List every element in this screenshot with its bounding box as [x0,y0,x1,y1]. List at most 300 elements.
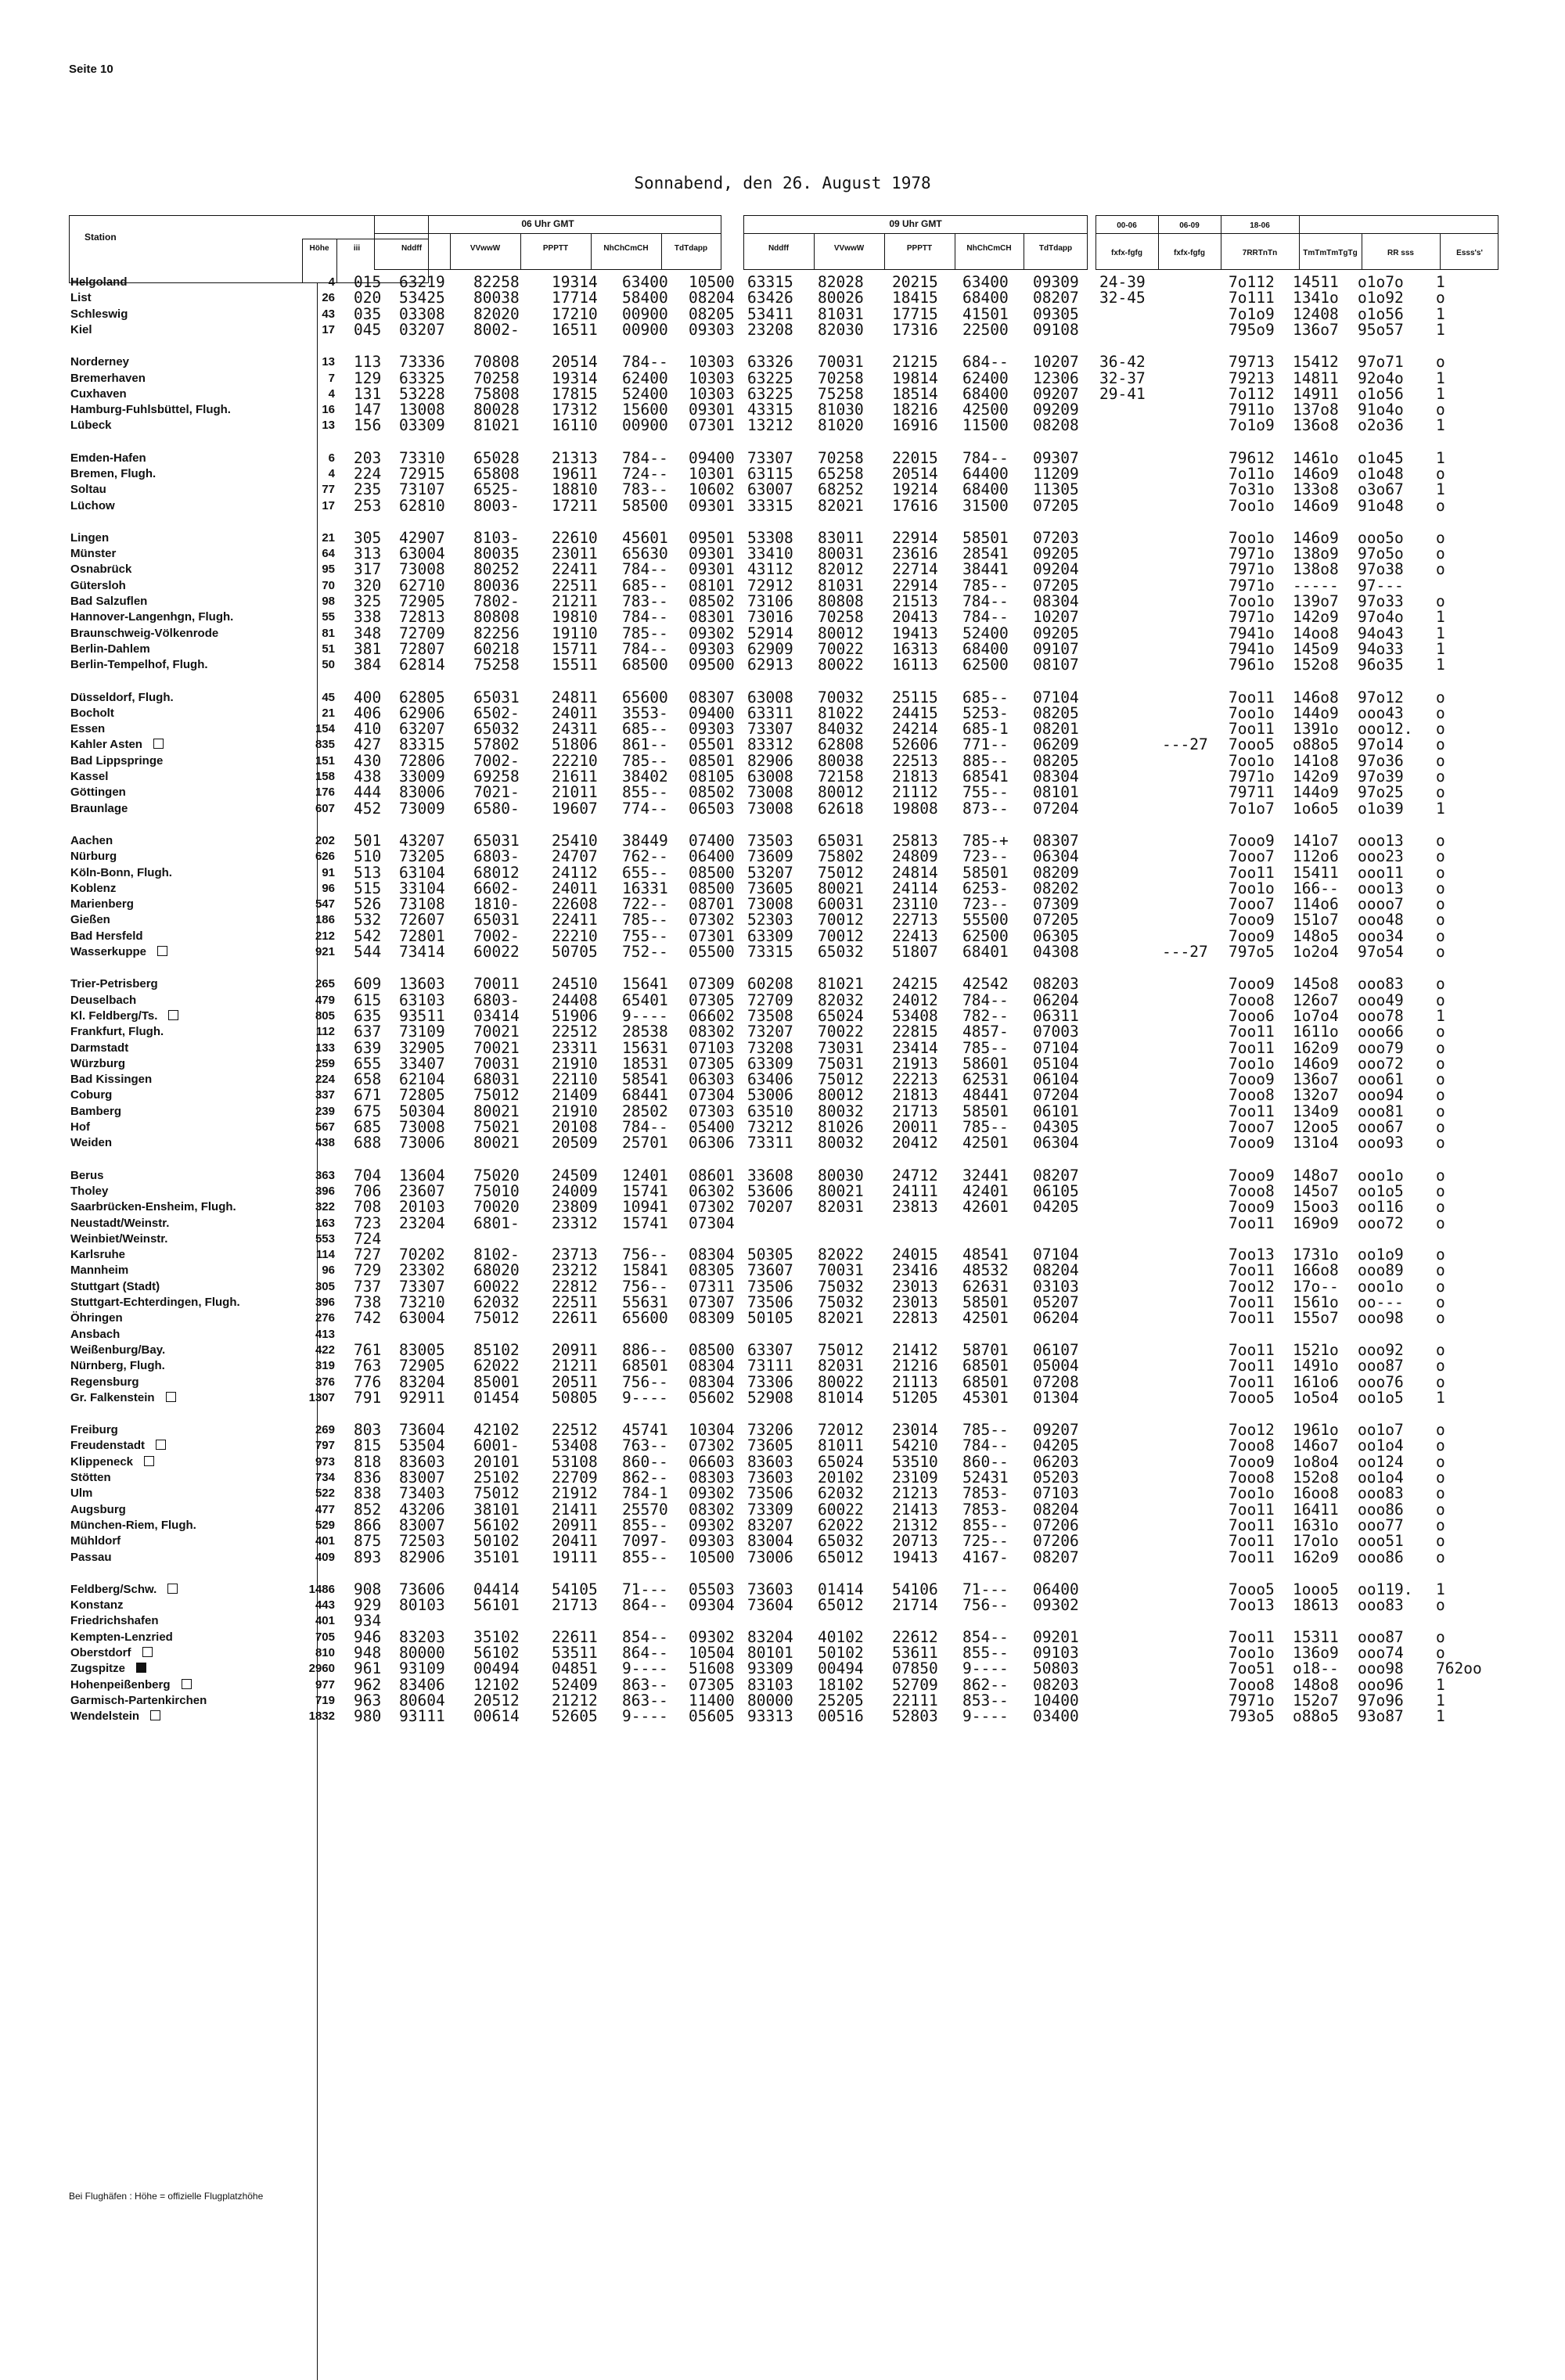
cell-p2: 22914 [892,529,938,547]
cell-w1: 20101 [473,1453,520,1471]
cell-c2: 42401 [962,1182,1009,1200]
cell-c2: 853-- [962,1692,1009,1710]
station-name [70,371,146,386]
cell-p1: 16110 [552,416,598,434]
cell-iii: 400 [354,688,382,706]
cell-z: o [1436,752,1445,770]
cell-iii: 963 [354,1692,382,1710]
cell-p1: 22611 [552,1628,598,1646]
station-height: 202 [315,834,335,847]
cell-m: 15oo3 [1293,1198,1339,1216]
cell-w1: 6803- [473,847,520,865]
cell-w2: 81022 [818,704,864,722]
cell-r: 7oo11 [1229,1548,1275,1566]
table-row [0,1358,1565,1373]
cell-p1: 51906 [552,1007,598,1025]
cell-t1: 06400 [689,847,735,865]
cell-n2: 63326 [747,353,793,371]
cell-t2: 08202 [1033,879,1079,897]
cell-t1: 07103 [689,1039,735,1057]
cell-p1: 04851 [552,1659,598,1677]
cell-c2: 68541 [962,768,1009,786]
cell-w1: 85102 [473,1341,520,1359]
cell-t1: 09302 [689,624,735,642]
cell-p1: 53108 [552,1453,598,1471]
cell-iii: 348 [354,624,382,642]
cell-c1: 685-- [622,577,668,595]
cell-z: o [1436,1484,1445,1502]
station-name [70,993,136,1008]
station-name [70,290,92,305]
cell-p2: 21714 [892,1596,938,1614]
cell-m: 1o2o4 [1293,943,1339,961]
table-row [0,1518,1565,1533]
station-height: 186 [315,913,335,926]
cell-c2: 5253- [962,704,1009,722]
station-name-label: Braunlage [70,802,128,815]
cell-n2: 33315 [747,497,793,515]
cell-e: 93o87 [1358,1707,1404,1725]
cell-r: 795o9 [1229,321,1275,339]
cell-c1: 12401 [622,1167,668,1185]
cell-iii: 452 [354,800,382,818]
cell-r: 7ooo8 [1229,1469,1275,1487]
station-name [70,1375,139,1390]
cell-r: 7971o [1229,560,1275,578]
cell-m: 1631o [1293,1516,1339,1534]
table-row [0,626,1565,641]
cell-p1: 20108 [552,1118,598,1136]
cell-n2: 63225 [747,369,793,387]
table-row [0,833,1565,848]
station-name [70,1199,236,1214]
cell-c1: 00900 [622,305,668,323]
cell-c1: 863-- [622,1692,668,1710]
table-row [0,1613,1565,1628]
cell-n2: 73008 [747,895,793,913]
cell-m: 1o8o4 [1293,1453,1339,1471]
cell-t1: 09303 [689,321,735,339]
cell-t2: 07203 [1033,529,1079,547]
cell-iii: 203 [354,449,382,467]
cell-w2: 80021 [818,879,864,897]
cell-p1: 21011 [552,783,598,801]
table-row [0,1630,1565,1645]
station-name-label: Stötten [70,1471,111,1484]
cell-n1: 62906 [399,704,445,722]
cell-n2: 63225 [747,385,793,403]
cell-w2: 75802 [818,847,864,865]
cell-p2: 18216 [892,401,938,419]
cell-c1: 752-- [622,943,668,961]
cell-r: 7o31o [1229,480,1275,498]
cell-w1: 80021 [473,1102,520,1120]
header-sub-f: Esss's' [1456,249,1483,257]
cell-p2: 17316 [892,321,938,339]
cell-w2: 70012 [818,911,864,929]
station-height: 77 [322,483,335,496]
cell-t2: 08207 [1033,289,1079,307]
cell-iii: 320 [354,577,382,595]
cell-c1: 9---- [622,1389,668,1407]
cell-t1: 06603 [689,1453,735,1471]
station-height: 443 [315,1598,335,1612]
cell-p1: 21910 [552,1102,598,1120]
cell-n2: 53411 [747,305,793,323]
cell-c1: 00900 [622,416,668,434]
cell-t1: 07305 [689,991,735,1009]
cell-c2: 784-- [962,991,1009,1009]
cell-z: o [1436,1039,1445,1057]
cell-m: 126o7 [1293,991,1339,1009]
cell-t2: 08201 [1033,720,1079,738]
cell-z: o [1436,1309,1445,1327]
cell-p1: 21912 [552,1484,598,1502]
cell-p1: 17211 [552,497,598,515]
cell-iii: 934 [354,1612,382,1630]
cell-r: 7ooo9 [1229,1453,1275,1471]
cell-t2: 06107 [1033,1341,1079,1359]
cell-c1: 65630 [622,545,668,563]
cell-m: 1521o [1293,1341,1339,1359]
table-row [0,1088,1565,1102]
cell-t1: 09302 [689,1516,735,1534]
station-height: 401 [315,1614,335,1627]
cell-n1: 73205 [399,847,445,865]
cell-p2: 23014 [892,1421,938,1439]
cell-n1: 80103 [399,1596,445,1614]
cell-t2: 09201 [1033,1628,1079,1646]
station-name [70,626,218,641]
station-name [70,1486,92,1501]
cell-iii: 655 [354,1055,382,1073]
cell-n1: 53425 [399,289,445,307]
station-name-label: Weißenburg/Bay. [70,1343,166,1357]
cell-e: 97o4o [1358,608,1404,626]
cell-m: 14511 [1293,273,1339,291]
cell-p1: 17815 [552,385,598,403]
cell-c2: 756-- [962,1596,1009,1614]
cell-c1: 784-- [622,608,668,626]
cell-e: ooo87 [1358,1628,1404,1646]
cell-c2: 41501 [962,305,1009,323]
station-name [70,1677,192,1692]
cell-iii: 532 [354,911,382,929]
station-height: 396 [315,1185,335,1198]
cell-iii: 704 [354,1167,382,1185]
cell-t1: 10504 [689,1644,735,1662]
cell-p1: 20511 [552,1373,598,1391]
cell-z: o [1436,289,1445,307]
cell-iii: 384 [354,656,382,674]
cell-c2: 684-- [962,353,1009,371]
cell-m: 146o9 [1293,497,1339,515]
cell-e: ooo83 [1358,1596,1404,1614]
station-name-label: Regensburg [70,1375,139,1389]
cell-p1: 21611 [552,768,598,786]
cell-p2: 24415 [892,704,938,722]
cell-z: o [1436,1596,1445,1614]
cell-p1: 51806 [552,735,598,753]
cell-t1: 09301 [689,560,735,578]
cell-p1: 23011 [552,545,598,563]
cell-e: oooo7 [1358,895,1404,913]
cell-z: o [1436,768,1445,786]
cell-c2: 62531 [962,1070,1009,1088]
cell-c1: 855-- [622,783,668,801]
cell-r: 7oo11 [1229,1532,1275,1550]
cell-w2: 25205 [818,1692,864,1710]
table-row [0,1072,1565,1087]
cell-c1: 756-- [622,1246,668,1264]
cell-e: ooo48 [1358,911,1404,929]
station-name-label: Weinbiet/Weinstr. [70,1232,168,1246]
cell-iii: 544 [354,943,382,961]
cell-p1: 22511 [552,577,598,595]
station-name [70,482,106,497]
cell-w2: 60031 [818,895,864,913]
station-name-label: Berlin-Tempelhof, Flugh. [70,658,208,671]
cell-t2: 04308 [1033,943,1079,961]
cell-t2: 50803 [1033,1659,1079,1677]
header-station: Station [85,232,117,243]
header-hoehe: Höhe [309,244,329,253]
station-name [70,1120,90,1134]
cell-e: o2o36 [1358,416,1404,434]
cell-t1: 08101 [689,577,735,595]
cell-r: 7oo1o [1229,1055,1275,1073]
cell-w2: 82031 [818,1198,864,1216]
cell-w2: 82032 [818,991,864,1009]
cell-m: 138o9 [1293,545,1339,563]
cell-t1: 05602 [689,1389,735,1407]
cell-w1: 6502- [473,704,520,722]
cell-r: 7ooo6 [1229,1007,1275,1025]
station-name [70,1216,169,1231]
cell-w2: 84032 [818,720,864,738]
cell-m: 17o-- [1293,1278,1339,1296]
cell-m: 146o9 [1293,529,1339,547]
station-name-label: Hof [70,1120,90,1134]
cell-n1: 82906 [399,1548,445,1566]
cell-n1: 93109 [399,1659,445,1677]
cell-t2: 06209 [1033,735,1079,753]
cell-n1: 72905 [399,1357,445,1375]
cell-a: 29-41 [1099,385,1146,403]
cell-t2: 12306 [1033,369,1079,387]
cell-w1: 75012 [473,1484,520,1502]
cell-p2: 23110 [892,895,938,913]
station-name-label: Lingen [70,531,110,545]
cell-c2: 854-- [962,1628,1009,1646]
cell-w1: 65031 [473,688,520,706]
cell-c1: 38449 [622,832,668,850]
cell-m: 162o9 [1293,1548,1339,1566]
cell-p1: 20411 [552,1532,598,1550]
cell-p1: 23713 [552,1246,598,1264]
cell-iii: 635 [354,1007,382,1025]
cell-t2: 05207 [1033,1293,1079,1311]
cell-c2: 9---- [962,1707,1009,1725]
station-height: 239 [315,1105,335,1118]
cell-w2: 40102 [818,1628,864,1646]
cell-r: 7o1o9 [1229,305,1275,323]
cell-r: 7941o [1229,640,1275,658]
cell-w1: 8003- [473,497,520,515]
station-name-label: Konstanz [70,1598,124,1612]
cell-c2: 785-- [962,1421,1009,1439]
cell-n1: 23204 [399,1214,445,1232]
cell-t2: 05104 [1033,1055,1079,1073]
cell-t2: 10207 [1033,353,1079,371]
cell-p2: 23616 [892,545,938,563]
table-row [0,1502,1565,1517]
cell-n2: 63315 [747,273,793,291]
station-name [70,1550,112,1565]
cell-t2: 06311 [1033,1007,1079,1025]
cell-c2: 11500 [962,416,1009,434]
cell-w1: 6580- [473,800,520,818]
station-height: 158 [315,770,335,783]
station-height: 64 [322,547,335,560]
cell-n2: 52914 [747,624,793,642]
table-row [0,753,1565,768]
cell-p1: 54105 [552,1580,598,1598]
cell-w2: 82031 [818,1357,864,1375]
cell-c2: 725-- [962,1532,1009,1550]
cell-p2: 21112 [892,783,938,801]
cell-c2: 48541 [962,1246,1009,1264]
cell-m: 162o9 [1293,1039,1339,1057]
table-row [0,944,1565,959]
station-name-label: Trier-Petrisberg [70,977,158,990]
cell-n2: 63007 [747,480,793,498]
cell-p2: 20413 [892,608,938,626]
cell-n2: 73508 [747,1007,793,1025]
station-name [70,929,143,944]
cell-p1: 50805 [552,1389,598,1407]
station-name [70,1247,125,1262]
cell-w2: 81020 [818,416,864,434]
cell-w2: 72012 [818,1421,864,1439]
table-row [0,1008,1565,1023]
cell-p1: 22610 [552,529,598,547]
cell-r: 7oo11 [1229,1214,1275,1232]
cell-p2: 19808 [892,800,938,818]
cell-iii: 113 [354,353,382,371]
cell-w2: 81026 [818,1118,864,1136]
cell-n2: 73207 [747,1023,793,1041]
cell-r: 7oo11 [1229,1261,1275,1279]
cell-t2: 07104 [1033,1039,1079,1057]
cell-p2: 21412 [892,1341,938,1359]
cell-iii: 020 [354,289,382,307]
table-row [0,785,1565,800]
header-sub-b: fxfx-fgfg [1174,249,1205,257]
cell-t1: 07305 [689,1055,735,1073]
station-name-label: Garmisch-Partenkirchen [70,1694,207,1707]
cell-n1: 73009 [399,800,445,818]
cell-c2: 873-- [962,800,1009,818]
cell-w1: 20512 [473,1692,520,1710]
cell-z: o [1436,1198,1445,1216]
cell-c2: 7853- [962,1501,1009,1519]
table-row [0,769,1565,784]
cell-c1: 9---- [622,1659,668,1677]
table-row [0,1645,1565,1660]
cell-w1: 70021 [473,1023,520,1041]
station-name-label: Karlsruhe [70,1248,126,1261]
cell-n1: 72805 [399,1086,445,1104]
table-row [0,801,1565,816]
station-name-label: Norderney [70,355,130,369]
cell-n1: 13008 [399,401,445,419]
cell-p1: 19607 [552,800,598,818]
station-name-label: Bremerhaven [70,372,146,385]
cell-t1: 08501 [689,752,735,770]
cell-n2: 80101 [747,1644,793,1662]
station-height: 547 [315,897,335,911]
cell-p2: 21713 [892,1102,938,1120]
mountain-station-square-icon [166,1392,176,1402]
header-rule [520,233,521,270]
cell-w1: 56101 [473,1596,520,1614]
cell-c1: 864-- [622,1596,668,1614]
station-name-label: Coburg [70,1088,113,1102]
cell-z: o [1436,688,1445,706]
cell-c1: 756-- [622,1373,668,1391]
cell-m: o88o5 [1293,1707,1339,1725]
cell-w2: 75032 [818,1278,864,1296]
cell-p1: 53408 [552,1436,598,1454]
cell-w1: 00494 [473,1659,520,1677]
cell-iii: 961 [354,1659,382,1677]
cell-c2: 685-- [962,688,1009,706]
cell-t2: 07003 [1033,1023,1079,1041]
cell-iii: 444 [354,783,382,801]
cell-n1: 20103 [399,1198,445,1216]
station-name-label: Düsseldorf, Flugh. [70,691,174,704]
cell-t2: 07208 [1033,1373,1079,1391]
cell-w1: 50102 [473,1532,520,1550]
station-name [70,402,231,417]
cell-w1: 65028 [473,449,520,467]
table-row [0,881,1565,896]
station-height: 21 [322,706,335,720]
cell-t1: 06302 [689,1182,735,1200]
cell-w2: 80021 [818,1182,864,1200]
table-row [0,1438,1565,1453]
cell-n2: 63309 [747,927,793,945]
table-row [0,609,1565,624]
table-row [0,322,1565,337]
cell-r: 797o5 [1229,943,1275,961]
cell-w1: 85001 [473,1373,520,1391]
cell-c2: 45301 [962,1389,1009,1407]
table-row [0,1709,1565,1724]
cell-p2: 22513 [892,752,938,770]
cell-p1: 20514 [552,353,598,371]
cell-m: 136o9 [1293,1644,1339,1662]
cell-c1: 785-- [622,752,668,770]
station-height: 81 [322,627,335,640]
cell-m: 1ooo5 [1293,1580,1339,1598]
cell-z: o [1436,1532,1445,1550]
cell-c2: 22500 [962,321,1009,339]
cell-t1: 07301 [689,927,735,945]
cell-c1: 71--- [622,1580,668,1598]
station-name-label: Passau [70,1551,112,1564]
